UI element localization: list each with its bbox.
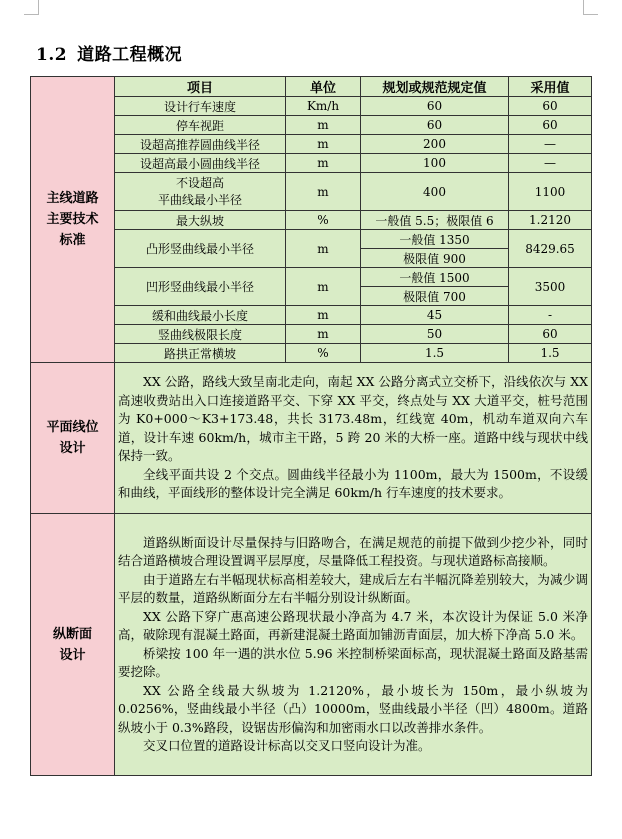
row-adopted: — xyxy=(509,135,592,154)
row-spec: 50 xyxy=(361,325,509,344)
row-item xyxy=(115,173,286,211)
row-item: 缓和曲线最小长度 xyxy=(115,306,286,325)
section-label-cell xyxy=(31,77,115,363)
row-unit: m xyxy=(286,116,361,135)
header-unit: 单位 xyxy=(286,77,361,97)
table-row xyxy=(31,344,592,363)
table-row xyxy=(31,116,592,135)
row-spec: 1.5 xyxy=(361,344,509,363)
paragraph: XX 公路下穿广惠高速公路现状最小净高为 4.7 米，本次设计为保证 5.0 米净高，破除现有混凝土路面，再新建混凝土路面加铺沥青面层，加大桥下净高 5.0 米。 xyxy=(118,608,588,642)
row-spec: 200 xyxy=(361,135,509,154)
row-spec: 60 xyxy=(361,97,509,116)
row-unit: m xyxy=(286,325,361,344)
row-spec: 60 xyxy=(361,116,509,135)
row-item: 路拱正常横坡 xyxy=(115,344,286,363)
table-row xyxy=(31,154,592,173)
row-unit: % xyxy=(286,344,361,363)
table-row xyxy=(31,97,592,116)
table-row xyxy=(31,173,592,211)
row-adopted: 60 xyxy=(509,97,592,116)
row-unit: m xyxy=(286,154,361,173)
row-unit: m xyxy=(286,268,361,306)
section-label-cell xyxy=(31,363,115,514)
table-header-row xyxy=(31,77,592,97)
table-row xyxy=(31,325,592,344)
section-title: 道路工程概况 xyxy=(77,45,183,65)
row-unit: m xyxy=(286,173,361,211)
table-row xyxy=(31,211,592,230)
row-unit: Km/h xyxy=(286,97,361,116)
page-corner-mark-left xyxy=(24,0,39,15)
table-row xyxy=(31,268,592,287)
row-item-line2: 平曲线最小半径 xyxy=(157,192,242,207)
paragraph: XX 公路全线最大纵坡为 1.2120%，最小坡长为 150m，最小纵坡为 0.0256%，竖曲线最小半径（凸）10000m，竖曲线最小半径（凹）4800m。道路纵坡小于 0.3%路段，设锯齿形偏沟和加密雨水口以改善排水条件。 xyxy=(118,682,588,735)
page-corner-mark-right xyxy=(583,0,598,15)
row-spec: 45 xyxy=(361,306,509,325)
row-adopted: 1.2120 xyxy=(509,211,592,230)
row-item: 停车视距 xyxy=(115,116,286,135)
row-spec-limit: 极限值 700 xyxy=(361,287,509,306)
section-label: 主线道路主要技术标准 xyxy=(46,191,99,248)
row-spec-general: 一般值 1500 xyxy=(361,268,509,287)
row-item: 凸形竖曲线最小半径 xyxy=(115,230,286,268)
row-spec: 400 xyxy=(361,173,509,211)
table-row xyxy=(31,135,592,154)
row-spec-limit: 极限值 900 xyxy=(361,249,509,268)
profile-design-row xyxy=(31,514,592,776)
paragraph: 全线平面共设 2 个交点。圆曲线半径最小为 1100m，最大为 1500m，不设缓和曲线，平面线形的整体设计完全满足 60km/h 行车速度的技术要求。 xyxy=(118,466,588,501)
paragraph: XX 公路，路线大致呈南北走向，南起 XX 公路分离式立交桥下，沿线依次与 XX 高速收费站出入口连接道路平交、下穿 XX 平交，终点处与 XX 大道平交，桩号范围为 K0+000～K3+173.48，共长 3173.48m，红线宽 40m，机动车道双向六车道，设计车速 60km/h，城市主干路，5 跨 20 米的大桥一座。道路中线与现状中线保持一致。 xyxy=(118,374,588,464)
row-adopted: — xyxy=(509,154,592,173)
header-spec: 规划或规范规定值 xyxy=(361,77,509,97)
section-number: 1.2 xyxy=(36,45,68,65)
section-label: 纵断面设计 xyxy=(52,626,92,663)
paragraph: 交叉口位置的道路设计标高以交叉口竖向设计为准。 xyxy=(143,738,431,753)
header-adopted: 采用值 xyxy=(509,77,592,97)
row-adopted: - xyxy=(509,306,592,325)
row-spec: 一般值 5.5；极限值 6 xyxy=(361,211,509,230)
row-adopted: 1.5 xyxy=(509,344,592,363)
header-item: 项目 xyxy=(115,77,286,97)
row-item: 最大纵坡 xyxy=(115,211,286,230)
section-heading xyxy=(36,40,182,65)
plane-design-text xyxy=(115,363,592,514)
row-unit: m xyxy=(286,230,361,268)
row-adopted: 1100 xyxy=(509,173,592,211)
row-spec: 100 xyxy=(361,154,509,173)
row-adopted: 8429.65 xyxy=(509,230,592,268)
row-unit: m xyxy=(286,306,361,325)
row-item: 竖曲线极限长度 xyxy=(115,325,286,344)
row-adopted: 3500 xyxy=(509,268,592,306)
section-label-cell xyxy=(31,514,115,776)
row-item: 凹形竖曲线最小半径 xyxy=(115,268,286,306)
road-engineering-table xyxy=(30,76,592,776)
row-adopted: 60 xyxy=(509,325,592,344)
row-item: 设计行车速度 xyxy=(115,97,286,116)
profile-design-text xyxy=(115,514,592,776)
paragraph: 由于道路左右半幅现状标高相差较大，建成后左右半幅沉降差别较大，为减少调平层的数量，道路纵断面分左右半幅分别设计纵断面。 xyxy=(118,571,588,605)
paragraph: 桥梁按 100 年一遇的洪水位 5.96 米控制桥梁面标高，现状混凝土路面及路基需要挖除。 xyxy=(118,645,588,679)
row-item-line1: 不设超高 xyxy=(175,175,224,190)
row-unit: m xyxy=(286,135,361,154)
table-row xyxy=(31,306,592,325)
row-adopted: 60 xyxy=(509,116,592,135)
table-row xyxy=(31,230,592,249)
row-unit: % xyxy=(286,211,361,230)
row-spec-general: 一般值 1350 xyxy=(361,230,509,249)
row-item: 设超高最小圆曲线半径 xyxy=(115,154,286,173)
section-label: 平面线位设计 xyxy=(46,420,99,456)
paragraph: 道路纵断面设计尽量保持与旧路吻合，在满足规范的前提下做到少挖少补，同时结合道路横坡合理设置调平层厚度，尽量降低工程投资。与现状道路标高接顺。 xyxy=(118,534,588,568)
row-item: 设超高推荐圆曲线半径 xyxy=(115,135,286,154)
plane-design-row xyxy=(31,363,592,514)
